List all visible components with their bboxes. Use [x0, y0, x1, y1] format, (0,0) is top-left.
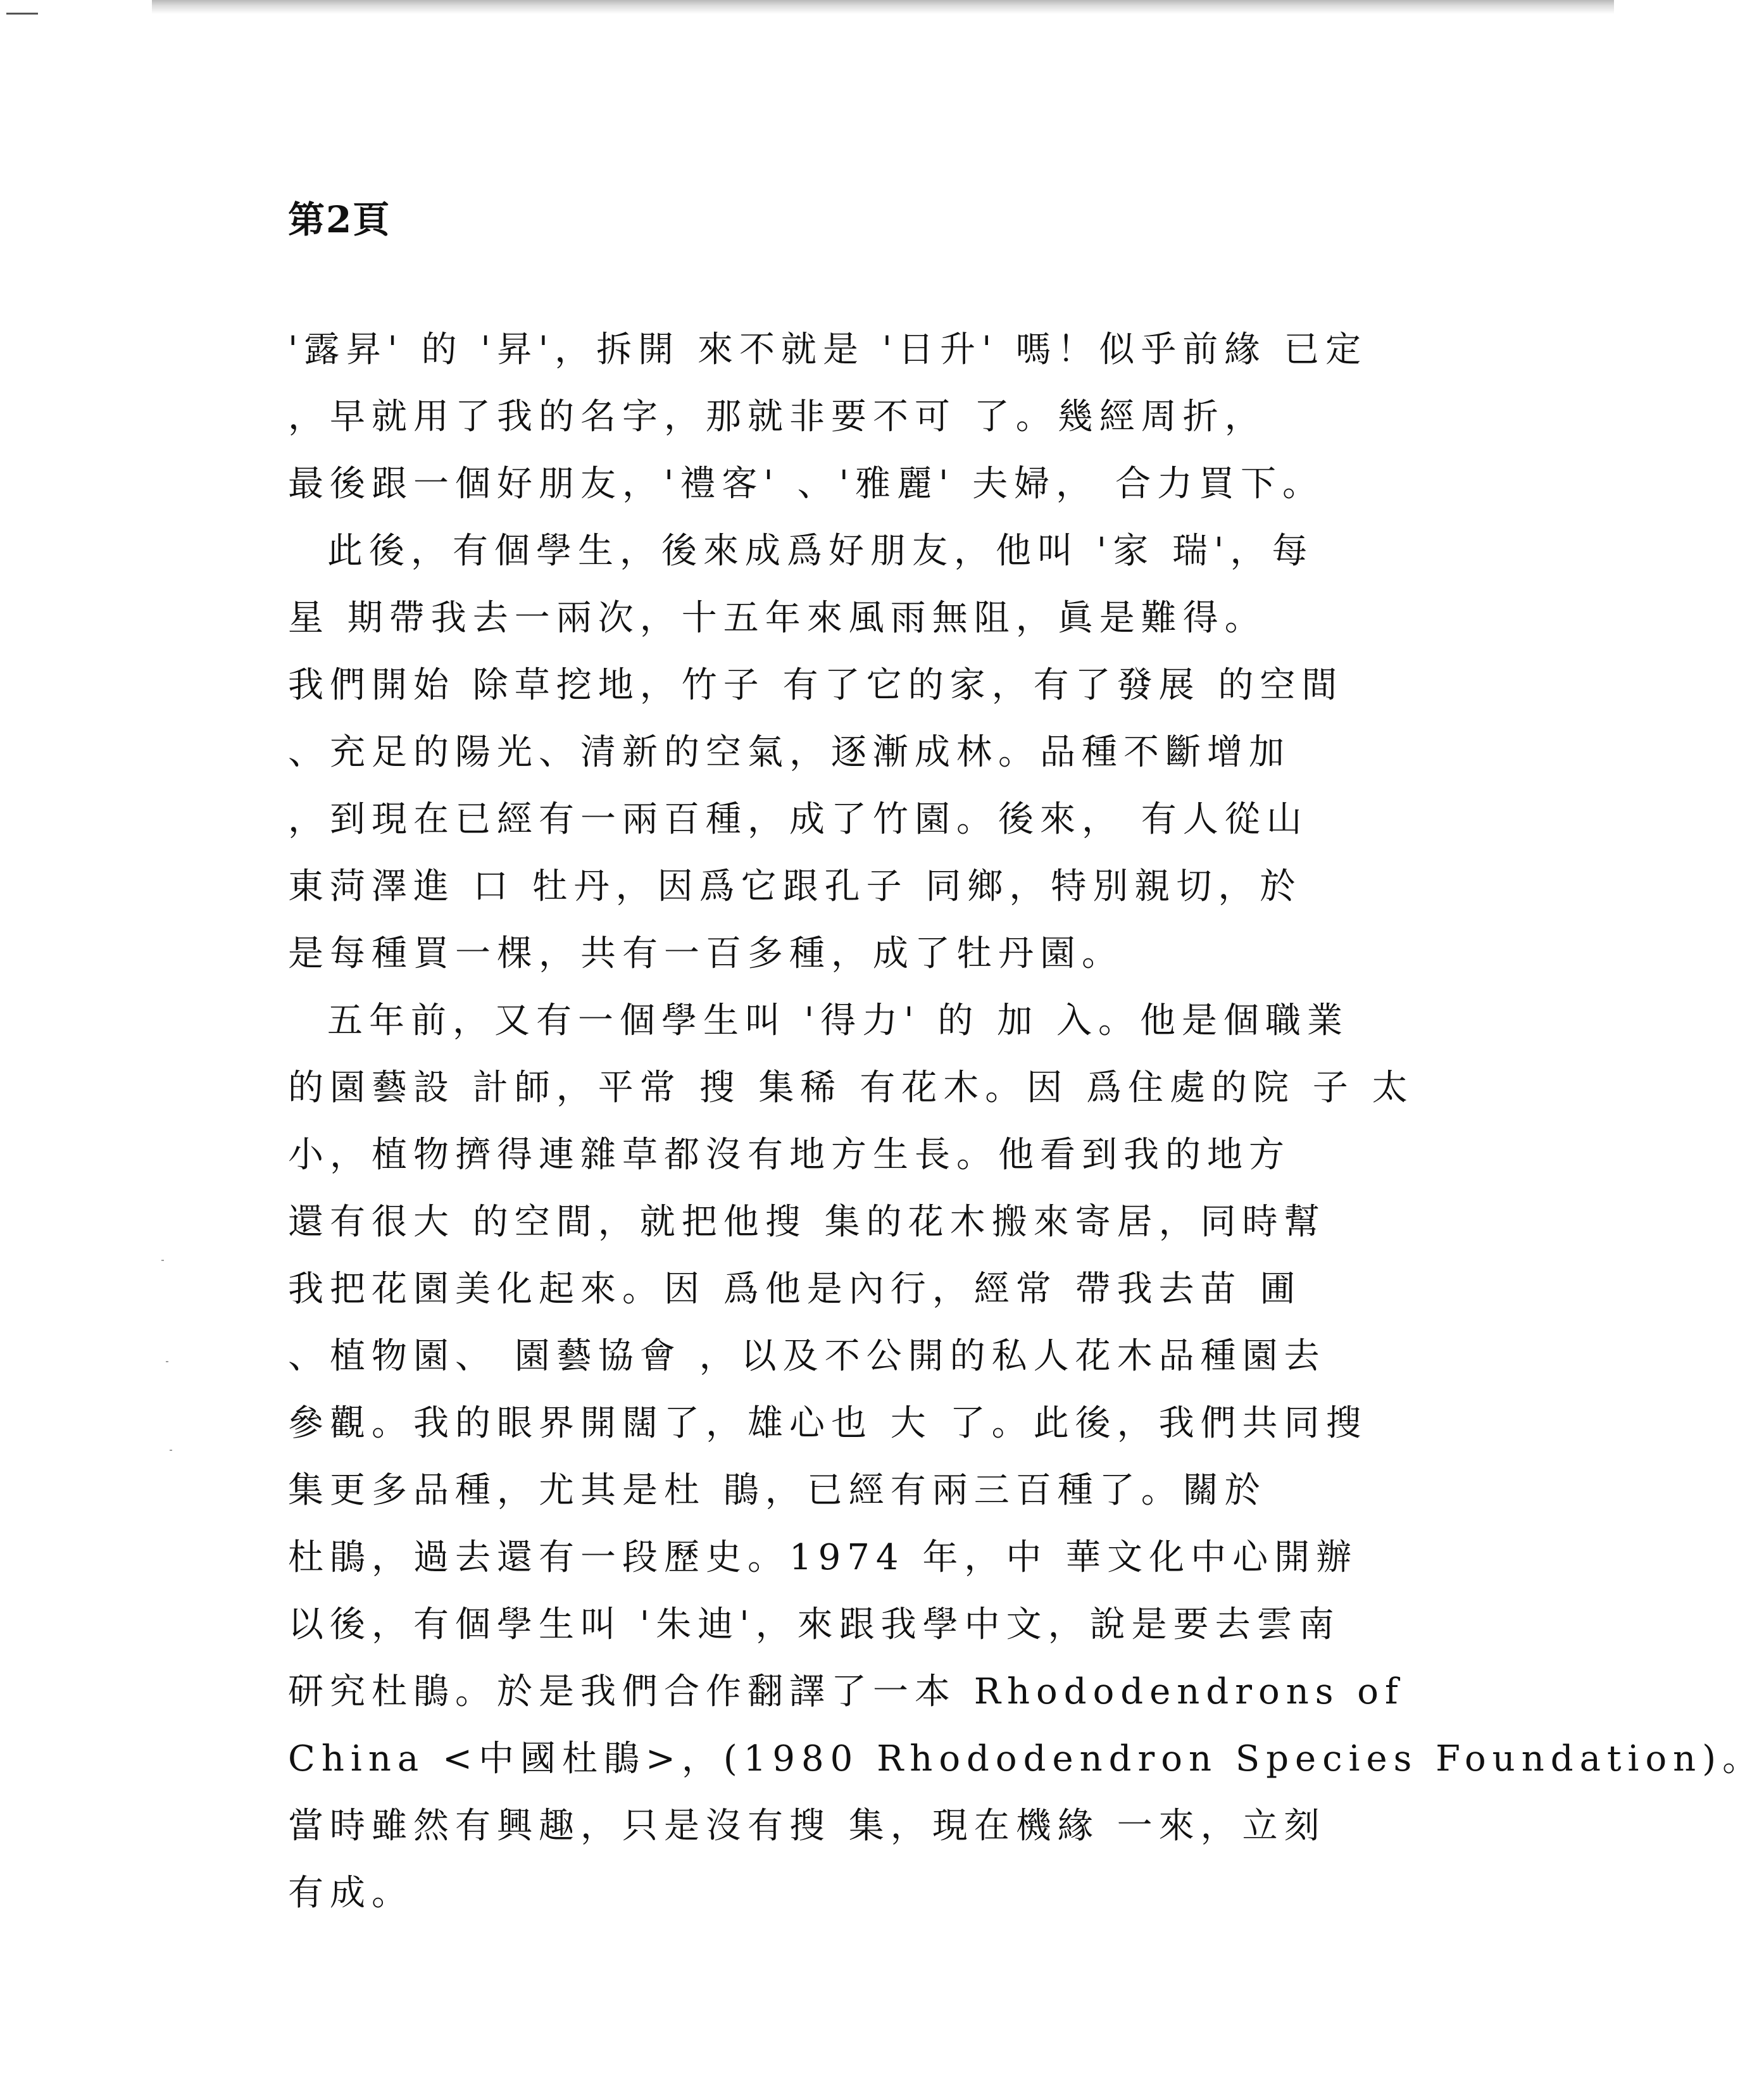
text-line: 小，植物擠得連雜草都沒有地方生長。他看到我的地方 — [288, 1134, 1291, 1176]
text-line: China <中國杜鵑>，(1980 Rhododendron Species Foundation)。 — [288, 1738, 1764, 1779]
text-line: 以後，有個學生叫 '朱迪'，來跟我學中文，說是要去雲南 — [288, 1604, 1341, 1645]
text-line: 還有很大 的空間，就把他搜 集的花木搬來寄居，同時幫 — [288, 1201, 1326, 1243]
text-line: 的園藝設 計師，平常 搜 集稀 有花木。因 爲住處的院 子 太 — [288, 1067, 1414, 1108]
text-line: 參觀。我的眼界開闊了，雄心也 大 了。此後，我們共同搜 — [288, 1403, 1368, 1444]
page-number: 第2頁 — [288, 198, 391, 241]
document-body — [288, 317, 1764, 1927]
text-line: 星 期帶我去一兩次，十五年來風雨無阻，眞是難得。 — [288, 598, 1267, 639]
scan-speck — [166, 1361, 168, 1362]
text-line: ，早就用了我的名字，那就非要不可 了。幾經周折， — [288, 396, 1267, 437]
text-line: 集更多品種，尤其是杜 鵑，已經有兩三百種了。關於 — [288, 1470, 1267, 1511]
text-line: ，到現在已經有一兩百種，成了竹園。後來， 有人從山 — [288, 799, 1308, 840]
scan-speck — [161, 1260, 164, 1261]
text-line: 東菏澤進 口 牡丹，因爲它跟孔子 同鄉，特別親切，於 — [288, 866, 1302, 907]
text-line: 有成。 — [288, 1873, 413, 1914]
paragraph-1 — [288, 317, 1491, 518]
text-line: 杜鵑，過去還有一段歷史。1974 年，中 華文化中心開辦 — [288, 1537, 1358, 1578]
text-line: 此後，有個學生，後來成爲好朋友，他叫 '家 瑞'，每 — [327, 530, 1314, 572]
text-line: 研究杜鵑。於是我們合作翻譯了一本 Rhododendrons of — [288, 1671, 1404, 1712]
text-line: 是每種買一棵，共有一百多種，成了牡丹園。 — [288, 933, 1123, 974]
text-line: 我們開始 除草挖地，竹子 有了它的家，有了發展 的空間 — [288, 665, 1344, 706]
text-line: 、植物園、 園藝協會 ，以及不公開的私人花木品種園去 — [288, 1336, 1326, 1377]
scan-mark — [6, 13, 38, 15]
paragraph-3 — [288, 988, 1764, 1927]
text-line: 我把花園美化起來。因 爲他是內行，經常 帶我去苗 圃 — [288, 1269, 1302, 1310]
scan-edge-shadow — [152, 0, 1614, 14]
text-line: 五年前，又有一個學生叫 '得力' 的 加 入。他是個職業 — [327, 1000, 1349, 1041]
scan-speck — [170, 1450, 172, 1451]
text-line: '露昇' 的 '昇'，拆開 來不就是 '日升' 嗎！似乎前緣 已定 — [288, 329, 1368, 370]
paragraph-2 — [288, 518, 1491, 988]
text-line: 最後跟一個好朋友，'禮客' 、'雅麗' 夫婦， 合力買下。 — [288, 463, 1324, 505]
text-line: 、充足的陽光、清新的空氣，逐漸成林。品種不斷增加 — [288, 732, 1291, 773]
text-line: 當時雖然有興趣，只是沒有搜 集，現在機緣 一來，立刻 — [288, 1805, 1326, 1847]
